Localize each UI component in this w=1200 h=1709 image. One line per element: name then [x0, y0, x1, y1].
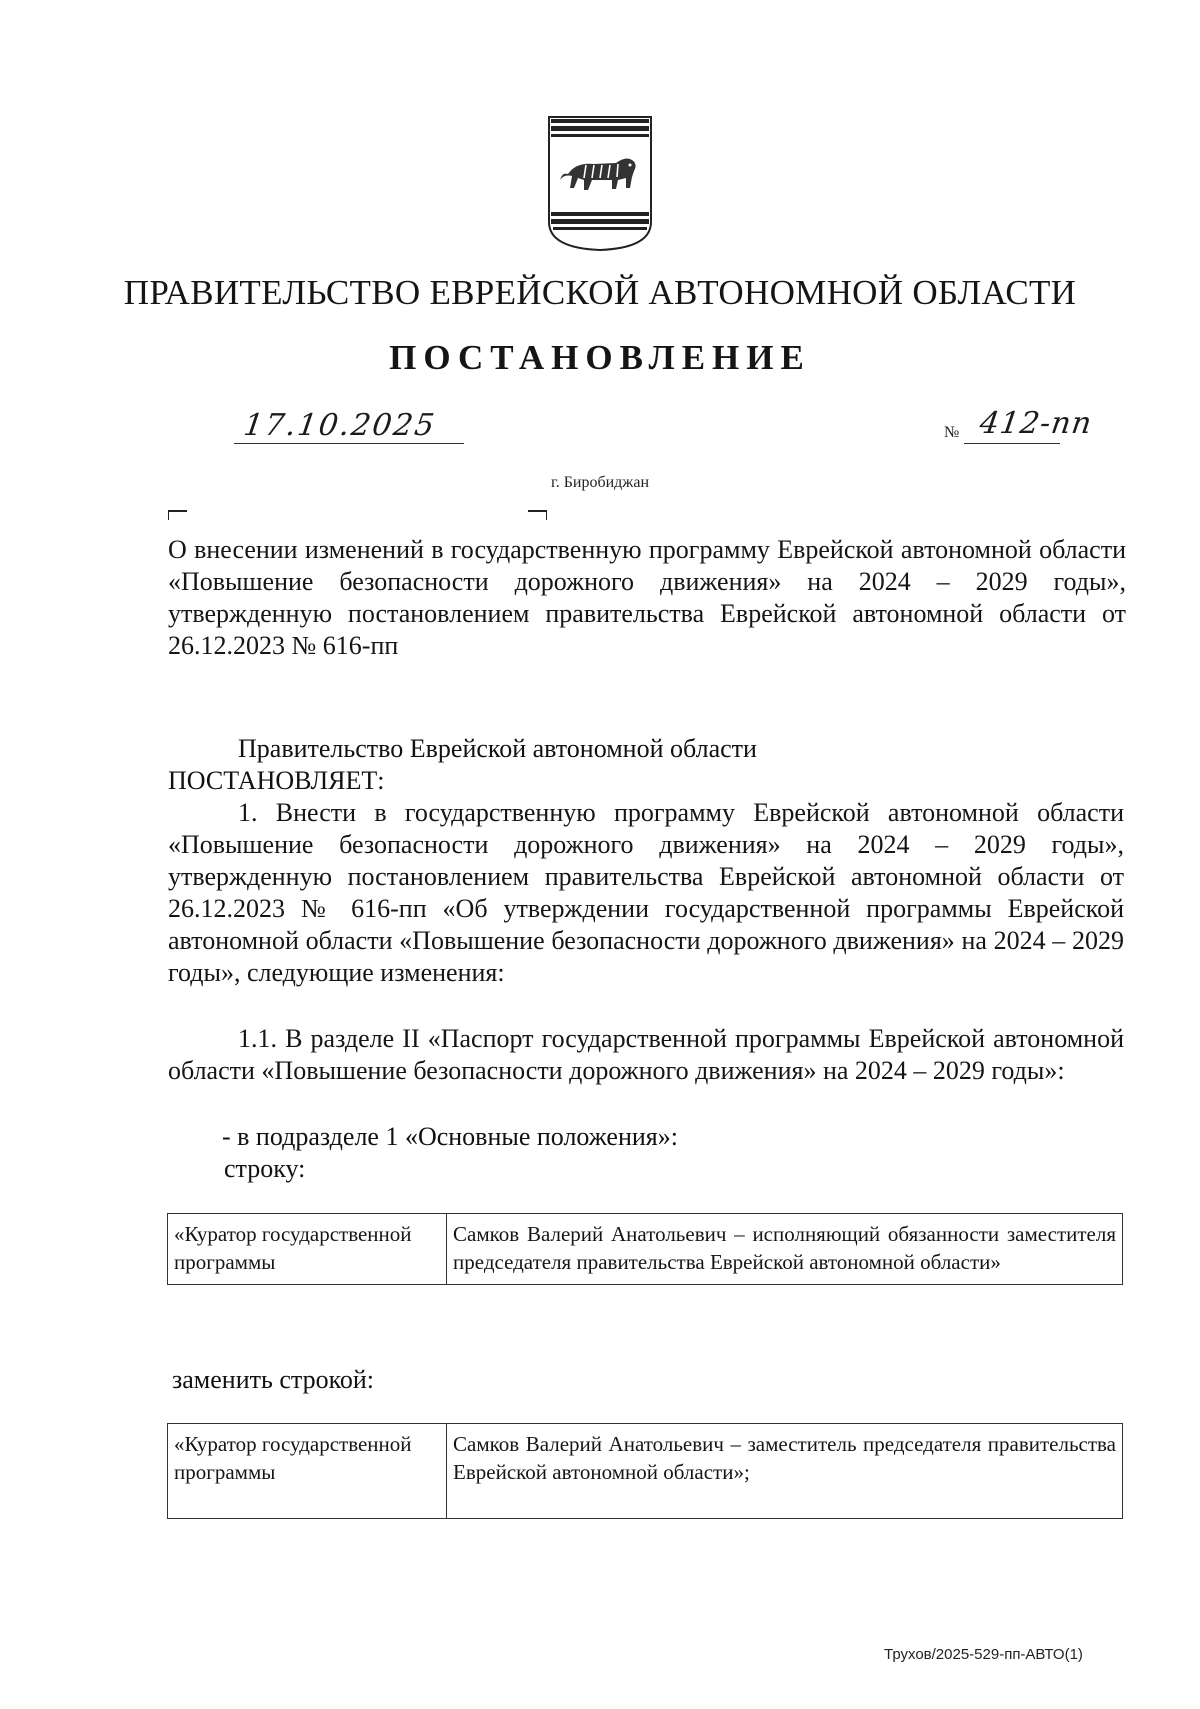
date-underline	[234, 443, 464, 444]
number-label: №	[944, 424, 960, 441]
new-row-value-cell: Самков Валерий Анатольевич – заместитель председателя правительства Еврейской автономной области»;	[447, 1424, 1123, 1519]
preamble-authority: Правительство Еврейской автономной области	[238, 734, 757, 763]
decree-subject: О внесении изменений в государственную программу Еврейской автономной области «Повышение безопасности дорожного движения» на 2024 – 2029 годы», утвержденную постановлением правительства Еврейской автономной области от 26.12.2023 № 616-пп	[168, 535, 1126, 660]
document-footer-code: Трухов/2025-529-пп-АВТО(1)	[884, 1646, 1083, 1663]
subject-bracket-left	[168, 510, 187, 520]
government-title: ПРАВИТЕЛЬСТВО ЕВРЕЙСКОЙ АВТОНОМНОЙ ОБЛАСТИ	[123, 273, 1077, 312]
number-underline	[964, 443, 1060, 444]
replace-label: заменить строкой:	[172, 1365, 375, 1394]
handwritten-number: 412-пп	[977, 406, 1095, 441]
subject-bracket-right	[528, 510, 547, 520]
old-row-label-cell: «Куратор государственной программы	[168, 1214, 447, 1285]
preamble-resolves: ПОСТАНОВЛЯЕТ:	[168, 766, 385, 795]
row-label: строку:	[224, 1154, 306, 1183]
subsection-bullet: - в подразделе 1 «Основные положения»:	[222, 1122, 678, 1151]
city-name: г. Биробиджан	[550, 474, 650, 491]
item-1-paragraph: 1. Внести в государственную программу Еврейской автономной области «Повышение безопасности дорожного движения» на 2024 – 2029 годы», утвержденную постановлением правительства Еврейской автономной области от 26.12.2023 № 616-пп «Об утверждении государственной программы Еврейской автономной области «Повышение безопасности дорожного движения» на 2024 – 2029 годы», следующие изменения:	[168, 798, 1124, 987]
table-row	[168, 1214, 1123, 1285]
old-row-value-cell: Самков Валерий Анатольевич – исполняющий обязанности заместителя председателя правительства Еврейской автономной области»	[447, 1214, 1123, 1285]
new-row-table	[167, 1423, 1123, 1519]
old-row-table	[167, 1213, 1123, 1285]
table-row	[168, 1424, 1123, 1519]
handwritten-date: 17.10.2025	[241, 408, 439, 443]
new-row-label-cell: «Куратор государственной программы	[168, 1424, 447, 1519]
item-1-1-paragraph: 1.1. В разделе II «Паспорт государственной программы Еврейской автономной области «Повышение безопасности дорожного движения» на 2024 – 2029 годы»:	[168, 1024, 1124, 1085]
document-type-heading: ПОСТАНОВЛЕНИЕ	[389, 338, 811, 377]
coat-of-arms-emblem	[546, 114, 654, 252]
